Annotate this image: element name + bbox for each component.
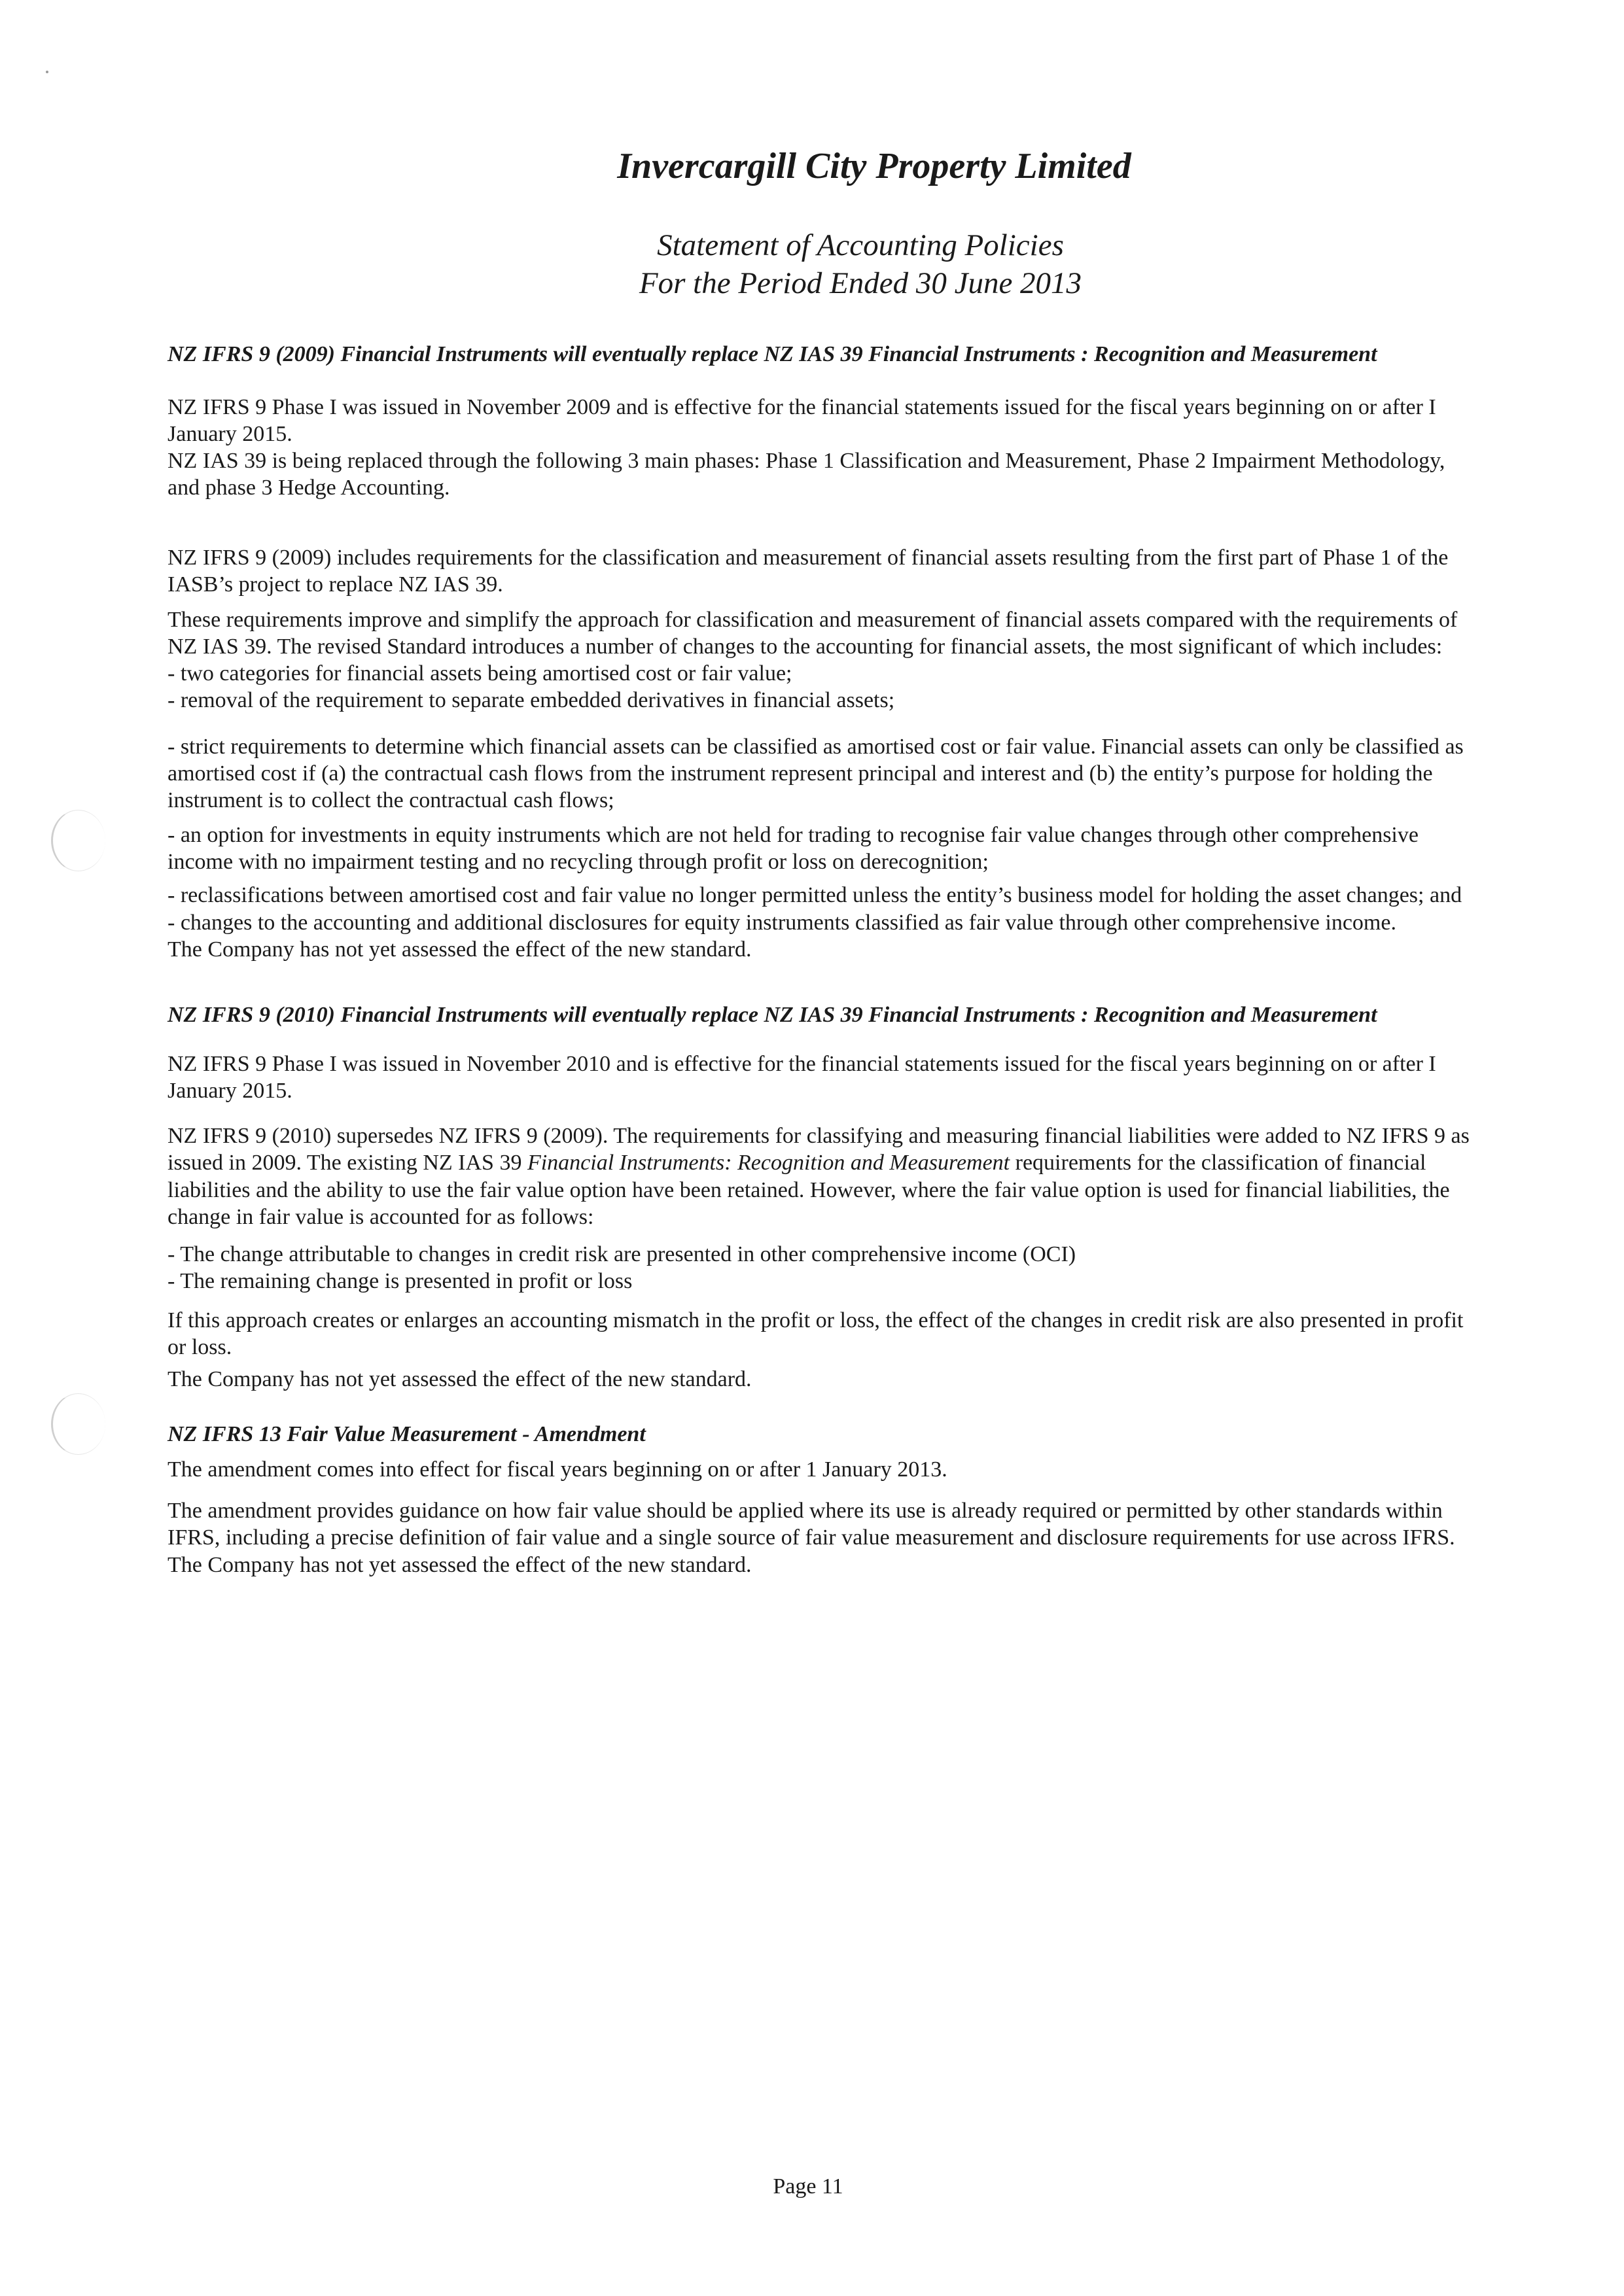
section-heading: NZ IFRS 9 (2010) Financial Instruments will eventually replace NZ IAS 39 Financial Instruments : Recognition and Measurement — [168, 1003, 1377, 1028]
paragraph-line: NZ IAS 39 is being replaced through the following 3 main phases: Phase 1 Classification and Measurement, Phase 2 Impairment Methodology, — [168, 449, 1445, 474]
company-title: Invercargill City Property Limited — [617, 146, 1131, 186]
page-number: Page 11 — [773, 2174, 843, 2199]
paragraph-line: January 2015. — [168, 421, 292, 446]
paragraph-line: The Company has not yet assessed the effect of the new standard. — [168, 937, 752, 962]
paragraph-line: instrument is to collect the contractual cash flows; — [168, 788, 614, 812]
paragraph-line: income with no impairment testing and no recycling through profit or loss on derecognition; — [168, 850, 989, 875]
period-title: For the Period Ended 30 June 2013 — [639, 266, 1082, 300]
paragraph-line: and phase 3 Hedge Accounting. — [168, 476, 450, 500]
paragraph-line: - changes to the accounting and additional disclosures for equity instruments classified as fair value through other comprehensive income. — [168, 910, 1396, 935]
paragraph-line: January 2015. — [168, 1078, 292, 1103]
paragraph-line: change in fair value is accounted for as follows: — [168, 1204, 594, 1229]
paragraph-line: NZ IFRS 9 (2009) includes requirements for the classification and measurement of financial assets resulting from the first part of Phase 1 of the — [168, 545, 1449, 570]
paragraph-line: amortised cost if (a) the contractual cash flows from the instrument represent principal and interest and (b) the entity’s purpose for holding the — [168, 761, 1433, 786]
paragraph-line: NZ IFRS 9 Phase I was issued in November 2010 and is effective for the financial statements issued for the fiscal years beginning on or after I — [168, 1051, 1436, 1076]
punch-hole-mark — [51, 810, 105, 871]
paragraph-line: - an option for investments in equity instruments which are not held for trading to recognise fair value changes through other comprehensive — [168, 822, 1419, 847]
section-heading: NZ IFRS 9 (2009) Financial Instruments will eventually replace NZ IAS 39 Financial Instruments : Recognition and Measurement — [168, 341, 1377, 366]
paragraph-line: - The remaining change is presented in profit or loss — [168, 1268, 633, 1293]
paragraph-line: - two categories for financial assets being amortised cost or fair value; — [168, 661, 792, 686]
paragraph-line: NZ IFRS 9 (2010) supersedes NZ IFRS 9 (2009). The requirements for classifying and measuring financial liabilities were added to NZ IFRS 9 as — [168, 1124, 1470, 1149]
paragraph-line: The amendment comes into effect for fiscal years beginning on or after 1 January 2013. — [168, 1457, 947, 1482]
paragraph-line: If this approach creates or enlarges an accounting mismatch in the profit or loss, the effect of the changes in credit risk are also presented in profit — [168, 1308, 1464, 1333]
punch-hole-mark — [51, 1393, 105, 1455]
italic-title-text: Financial Instruments: Recognition and Measurement — [527, 1151, 1010, 1175]
paragraph-line: The Company has not yet assessed the effect of the new standard. — [168, 1367, 752, 1392]
paragraph-line: or loss. — [168, 1335, 232, 1360]
paragraph-line: NZ IAS 39. The revised Standard introduces a number of changes to the accounting for financial assets, the most significant of which includes: — [168, 634, 1443, 659]
paragraph-line: IFRS, including a precise definition of fair value and a single source of fair value measurement and disclosure requirements for use across IFRS. — [168, 1525, 1455, 1550]
paragraph-line: liabilities and the ability to use the fair value option have been retained. However, where the fair value option is used for financial liabilities, the — [168, 1177, 1450, 1202]
paragraph-line: NZ IFRS 9 Phase I was issued in November 2009 and is effective for the financial statements issued for the fiscal years beginning on or after I — [168, 394, 1436, 419]
paragraph-line: IASB’s project to replace NZ IAS 39. — [168, 572, 503, 597]
paragraph-line: - removal of the requirement to separate embedded derivatives in financial assets; — [168, 688, 895, 713]
section-heading: NZ IFRS 13 Fair Value Measurement - Amendment — [168, 1422, 646, 1447]
text-segment: issued in 2009. The existing NZ IAS 39 — [168, 1151, 527, 1175]
paragraph-line — [168, 1150, 1426, 1176]
paragraph-line: - strict requirements to determine which financial assets can be classified as amortised cost or fair value. Financial assets can only be classified as — [168, 734, 1464, 759]
paragraph-line: The Company has not yet assessed the effect of the new standard. — [168, 1552, 752, 1577]
text-segment: requirements for the classification of financial — [1010, 1151, 1426, 1175]
statement-title: Statement of Accounting Policies — [657, 228, 1064, 262]
paragraph-line: - The change attributable to changes in credit risk are presented in other comprehensive income (OCI) — [168, 1242, 1076, 1266]
paragraph-line: The amendment provides guidance on how fair value should be applied where its use is already required or permitted by other standards within — [168, 1499, 1443, 1523]
paragraph-line: These requirements improve and simplify the approach for classification and measurement of financial assets compared with the requirements of — [168, 607, 1458, 632]
paragraph-line: - reclassifications between amortised cost and fair value no longer permitted unless the entity’s business model for holding the asset changes; and — [168, 883, 1462, 908]
scan-speck — [46, 71, 48, 73]
